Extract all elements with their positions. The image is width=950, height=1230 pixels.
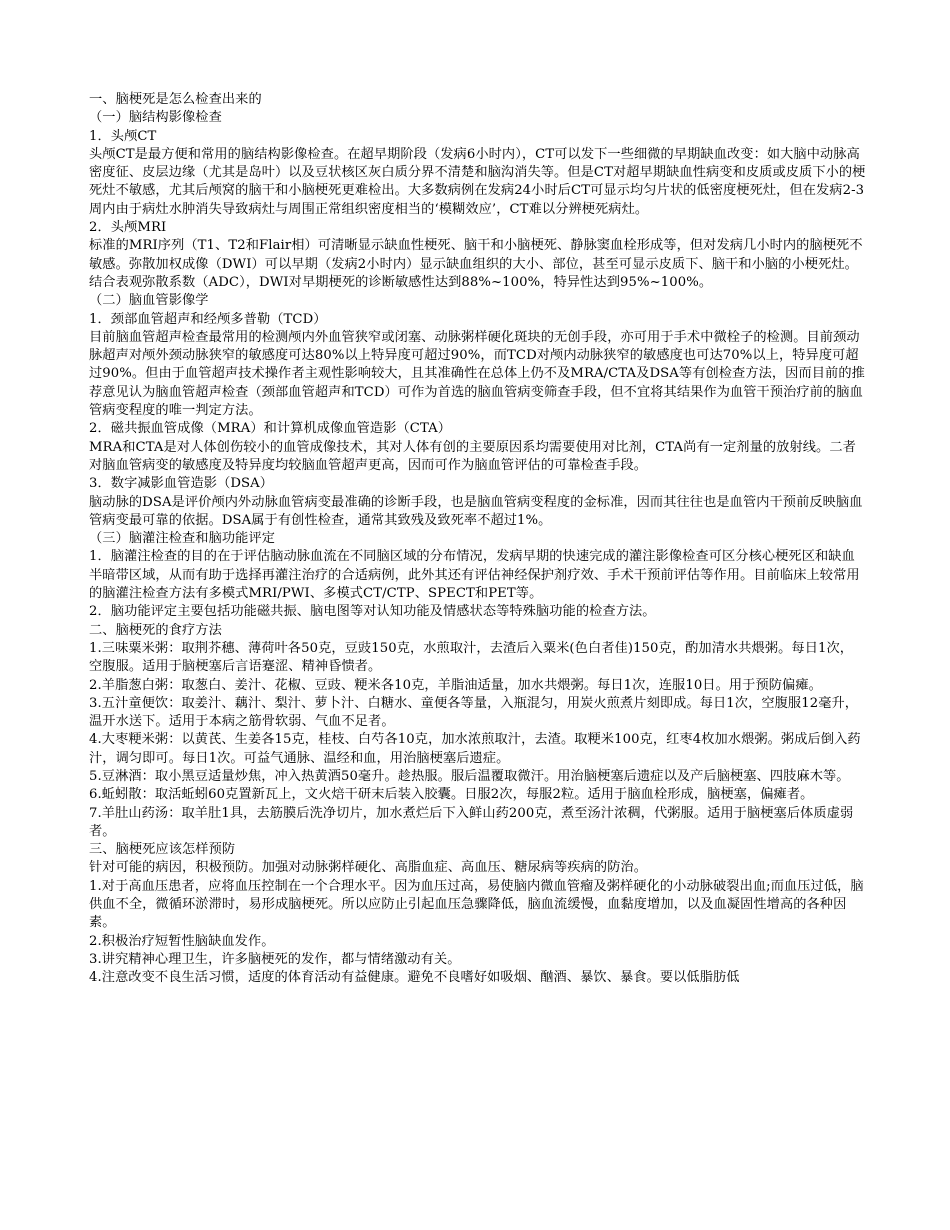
paragraph-prevention-intro: 针对可能的病因，积极预防。加强对动脉粥样硬化、高脂血症、高血压、糖尿病等疾病的防治。 — [89, 860, 648, 876]
prevention-item-1: 1.对于高血压患者，应将血压控制在一个合理水平。因为血压过高，易使脑内微血管瘤及粥样硬化的小动脉破裂出血;而血压过低，脑供血不全，微循环淤滞时，易形成脑梗死。所以应防止引起血压急骤降低，脑血流缓慢，血黏度增加，以及血凝固性增高的各种因素。 — [89, 878, 864, 931]
recipe-item-7: 7.羊肚山药汤：取羊肚1具，去筋膜后洗净切片，加水煮烂后下入鲜山药200克，煮至汤汁浓稠，代粥服。适用于脑梗塞后体质虚弱者。 — [89, 805, 854, 839]
recipe-item-2: 2.羊脂葱白粥：取葱白、姜汁、花椒、豆豉、粳米各10克，羊脂油适量，加水共煨粥。每日1次，连服10日。用于预防偏瘫。 — [89, 677, 822, 693]
paragraph-brain-function: 2．脑功能评定主要包括功能磁共振、脑电图等对认知功能及情感状态等特殊脑功能的检查方法。 — [89, 604, 656, 620]
item-heading-ct: 1．头颅CT — [89, 128, 157, 144]
recipe-item-3: 3.五汁童便饮：取姜汁、藕汁、梨汁、萝卜汁、白糖水、童便各等量，入瓶混匀，用炭火煎煮片刻即成。每日1次，空腹服12毫升，温开水送下。适用于本病之筋骨软弱、气血不足者。 — [89, 695, 859, 730]
recipe-item-6: 6.蚯蚓散：取活蚯蚓60克置新瓦上，文火焙干研末后装入胶囊。日服2次，每服2粒。适用于脑血栓形成，脑梗塞，偏瘫者。 — [89, 787, 814, 803]
subheading-1: （一）脑结构影像检查 — [89, 110, 222, 126]
paragraph-mra-cta: MRA和CTA是对人体创伤较小的血管成像技术，其对人体有创的主要原因系均需要使用对比剂，CTA尚有一定剂量的放射线。二者对脑血管病变的敏感度及特异度均较脑血管超声更高，因而可作为脑血管评估的可靠检查手段。 — [89, 439, 856, 473]
prevention-item-4: 4.注意改变不良生活习惯，适度的体育活动有益健康。避免不良嗜好如吸烟、酗酒、暴饮、暴食。要以低脂肪低 — [89, 970, 740, 986]
prevention-item-3: 3.讲究精神心理卫生，许多脑梗死的发作，都与情绪激动有关。 — [89, 951, 461, 967]
heading-3: 三、脑梗死应该怎样预防 — [89, 842, 236, 858]
heading-1: 一、脑梗死是怎么检查出来的 — [89, 92, 262, 107]
recipe-item-5: 5.豆淋酒：取小黑豆适量炒焦，冲入热黄酒50毫升。趁热服。服后温覆取微汗。用治脑梗塞后遗症以及产后脑梗塞、四肢麻木等。 — [89, 768, 850, 784]
recipe-item-4: 4.大枣粳米粥：以黄芪、生姜各15克，桂枝、白芍各10克，加水浓煎取汁，去渣。取粳米100克，红枣4枚加水煨粥。粥成后倒入药汁，调匀即可。每日1次。可益气通脉、温经和血，用治脑梗塞后遗症。 — [89, 732, 861, 766]
subheading-3: （三）脑灌注检查和脑功能评定 — [89, 531, 276, 547]
paragraph-dsa: 脑动脉的DSA是评价颅内外动脉血管病变最准确的诊断手段，也是脑血管病变程度的金标准，因而其往往也是血管内干预前反映脑血管病变最可靠的依据。DSA属于有创性检查，通常其致残及致死率不超过1%。 — [89, 494, 863, 528]
paragraph-mri: 标准的MRI序列（T1、T2和Flair相）可清晰显示缺血性梗死、脑干和小脑梗死、静脉窦血栓形成等，但对发病几小时内的脑梗死不敏感。弥散加权成像（DWI）可以早期（发病2小时内）显示缺血组织的大小、部位，甚至可显示皮质下、脑干和小脑的小梗死灶。结合表观弥散系数（ADC），DWI对早期梗死的诊断敏感性达到88%~100%，特异性达到95%~100%。 — [89, 238, 863, 290]
item-heading-tcd: 1．颈部血管超声和经颅多普勒（TCD） — [89, 311, 327, 327]
paragraph-tcd: 目前脑血管超声检查最常用的检测颅内外血管狭窄或闭塞、动脉粥样硬化斑块的无创手段，亦可用于手术中微栓子的检测。目前颈动脉超声对颅外颈动脉狭窄的敏感度可达80%以上特异度可超过90%，而TCD对颅内动脉狭窄的敏感度也可达70%以上，特异度可超过90%。但由于血管超声技术操作者主观性影响较大，且其准确性在总体上仍不及MRA/CTA及DSA等有创检查方法，因而目前的推荐意见认为脑血管超声检查（颈部血管超声和TCD）可作为首选的脑血管病变筛查手段，但不宜将其结果作为血管干预治疗前的脑血管病变程度的唯一判定方法。 — [89, 329, 865, 419]
paragraph-ct: 头颅CT是最方便和常用的脑结构影像检查。在超早期阶段（发病6小时内），CT可以发下一些细微的早期缺血改变：如大脑中动脉高密度征、皮层边缘（尤其是岛叶）以及豆状核区灰白质分界不清楚和脑沟消失等。但是CT对超早期缺血性病变和皮质或皮质下小的梗死灶不敏感，尤其后颅窝的脑干和小脑梗死更难检出。大多数病例在发病24小时后CT可显示均匀片状的低密度梗死灶，但在发病2-3周内由于病灶水肿消失导致病灶与周围正常组织密度相当的‘模糊效应’，CT难以分辨梗死病灶。 — [89, 146, 866, 217]
paragraph-perfusion: 1．脑灌注检查的目的在于评估脑动脉血流在不同脑区域的分布情况，发病早期的快速完成的灌注影像检查可区分核心梗死区和缺血半暗带区域，从而有助于选择再灌注治疗的合适病例，此外其还有评估神经保护剂疗效、手术干预前评估等作用。目前临床上较常用的脑灌注检查方法有多模式MRI/PWI、多模式CT/CTP、SPECT和PET等。 — [89, 549, 860, 602]
recipe-item-1: 1.三味粟米粥：取荆芥穗、薄荷叶各50克，豆豉150克，水煎取汁，去渣后入粟米(色白者佳)150克，酌加清水共煨粥。每日1次，空腹服。适用于脑梗塞后言语蹇涩、精神昏愦者。 — [89, 640, 854, 675]
item-heading-mri: 2．头颅MRI — [89, 220, 167, 236]
prevention-item-2: 2.积极治疗短暂性脑缺血发作。 — [89, 933, 275, 949]
heading-2: 二、脑梗死的食疗方法 — [89, 622, 222, 638]
subheading-2: （二）脑血管影像学 — [89, 293, 209, 309]
item-heading-dsa: 3．数字减影血管造影（DSA） — [89, 476, 274, 492]
item-heading-mra-cta: 2．磁共振血管成像（MRA）和计算机成像血管造影（CTA） — [89, 421, 452, 437]
